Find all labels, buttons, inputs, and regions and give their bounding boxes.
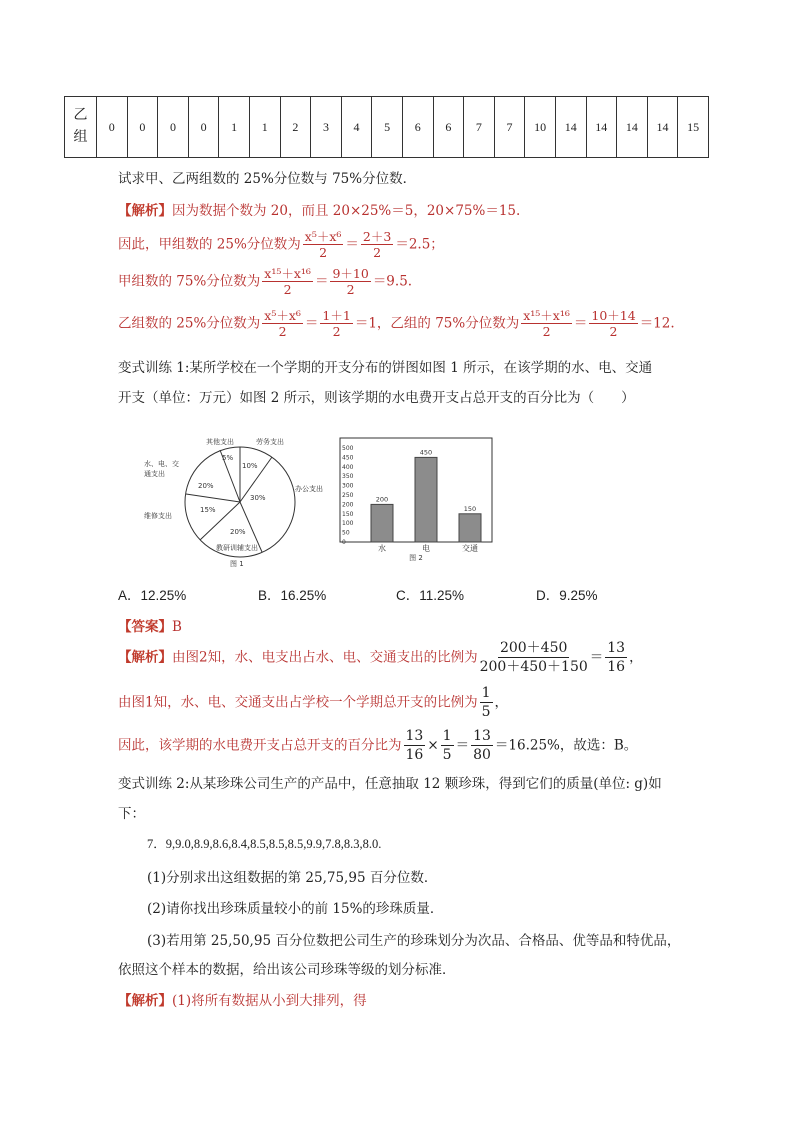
pie-label-utility-1: 水、电、交 (144, 460, 179, 468)
table-cell: 10 (525, 97, 556, 158)
solution-line (118, 685, 508, 721)
table-cell: 5 (372, 97, 403, 158)
denominator: 2 (373, 245, 382, 260)
bar (371, 504, 393, 542)
table-cell: 2 (280, 97, 311, 158)
bar-value-label: 450 (419, 448, 433, 457)
text: 甲组数的 75%分位数为 (118, 273, 261, 290)
sub-question: 依照这个样本的数据，给出该公司珍珠等级的划分标准． (118, 962, 456, 978)
answer-tag: 【答案】 (118, 619, 172, 635)
numerator: 13 (405, 728, 424, 744)
denominator: 2 (609, 324, 618, 339)
pie-caption: 图 1 (230, 560, 244, 568)
numerator: 13 (607, 640, 626, 656)
question-text: 试求甲、乙两组数的 25%分位数与 75%分位数． (118, 171, 417, 187)
numerator: 1 (481, 685, 491, 701)
sub-question: (3)若用第 25,50,95 百分位数把公司生产的珍珠划分为次品、合格品、优等品和特优品， (147, 933, 681, 949)
solution-text: 因为数据个数为 20，而且 20×25%＝5，20×75%＝15. (172, 203, 521, 219)
denominator: 2 (346, 282, 355, 297)
exercise-text: 下： (118, 806, 145, 822)
table-cell: 6 (433, 97, 464, 158)
fraction (521, 309, 572, 339)
table-cell: 0 (188, 97, 219, 158)
denominator: 80 (473, 747, 491, 763)
table-cell: 0 (158, 97, 189, 158)
text: ＝1，乙组的 75%分位数为 (354, 315, 520, 332)
bar (459, 514, 481, 542)
solution-tag: 【解析】 (118, 203, 172, 219)
y-tick-label: 250 (342, 492, 354, 499)
text: ＝16.25%，故选：B。 (494, 737, 638, 754)
fraction (480, 685, 493, 721)
pie-percent: 5% (222, 454, 234, 462)
x-tick-label: 电 (422, 544, 430, 553)
table-cell: 0 (127, 97, 158, 158)
text: ， (494, 694, 509, 711)
table-row (65, 97, 709, 158)
sub-question: (1)分别求出这组数据的第 25,75,95 百分位数． (147, 870, 438, 886)
numerator: x¹⁵＋x¹⁶ (523, 308, 570, 323)
text: 因此，甲组数的 25%分位数为 (118, 236, 301, 253)
denominator: 16 (607, 659, 626, 675)
bar-chart-caption: 图 2 (409, 554, 423, 562)
y-tick-label: 450 (342, 454, 354, 462)
solution-line (118, 989, 367, 1009)
exercise-text: 变式训练 2:从某珍珠公司生产的产品中，任意抽取 12 颗珍珠，得到它们的质量(单位: g)如 (118, 776, 662, 792)
pie-label-maintain: 维修支出 (144, 512, 172, 520)
option-d[interactable]: D．9.25% (536, 588, 598, 603)
text: ＝2.5； (395, 236, 444, 253)
fraction (480, 640, 588, 676)
numerator: 10＋14 (591, 308, 636, 323)
table-cell: 14 (617, 97, 648, 158)
fraction (262, 309, 303, 339)
pie-label-utility-2: 通支出 (144, 470, 165, 478)
denominator: 2 (332, 324, 341, 339)
pie-percent: 15% (200, 506, 216, 514)
pie-label-office: 办公支出 (295, 485, 323, 493)
text: 因此，该学期的水电费开支占总开支的百分比为 (118, 737, 402, 754)
solution-line (118, 728, 637, 764)
solution-line (118, 199, 520, 219)
pie-percent: 20% (198, 482, 214, 490)
table-cell: 7 (494, 97, 525, 158)
fraction (589, 309, 637, 339)
table-cell: 7 (464, 97, 495, 158)
denominator: 5 (481, 704, 491, 720)
table-cell: 1 (219, 97, 250, 158)
pie-label-other: 其他支出 (206, 438, 234, 446)
data-list: 7．9,9.0,8.9,8.6,8.4,8.5,8.5,8.5,9.9,7.8,8.3,8.0. (147, 837, 382, 851)
denominator: 2 (319, 245, 328, 260)
option-c[interactable]: C．11.25% (396, 588, 465, 603)
fraction (605, 640, 627, 676)
row-label: 乙组 (73, 108, 88, 145)
denominator: 5 (442, 747, 452, 763)
fraction (320, 309, 352, 339)
denominator: 2 (278, 324, 287, 339)
text: × (427, 737, 439, 754)
y-tick-label: 350 (342, 473, 354, 481)
numerator: x⁵＋x⁶ (264, 308, 301, 323)
numerator: x⁵＋x⁶ (304, 229, 342, 244)
pie-divider (186, 494, 240, 502)
numerator: 1 (442, 728, 452, 744)
text: ＝ (455, 737, 470, 754)
numerator: 200＋450 (499, 640, 568, 656)
table-cell: 15 (678, 97, 709, 158)
fraction (303, 230, 344, 260)
bar-value-label: 150 (463, 504, 477, 513)
pie-percent: 30% (250, 494, 266, 502)
text: ＝9.5. (372, 273, 413, 290)
pie-chart-figure (140, 432, 320, 572)
bar-value-label: 200 (375, 495, 389, 504)
text: 由图1知，水、电、交通支出占学校一个学期总开支的比例为 (118, 694, 478, 711)
numerator: 1＋1 (322, 308, 351, 323)
option-a[interactable]: A．12.25% (118, 588, 187, 603)
y-tick-label: 150 (342, 510, 354, 518)
solution-tag: 【解析】 (118, 993, 172, 1009)
table-cell: 6 (402, 97, 433, 158)
option-b[interactable]: B．16.25% (258, 588, 327, 603)
bar (415, 457, 437, 542)
sub-question: (2)请你找出珍珠质量较小的前 15%的珍珠质量． (147, 901, 444, 917)
y-tick-label: 400 (342, 463, 354, 471)
x-tick-label: 交通 (462, 544, 478, 553)
table-cell: 14 (647, 97, 678, 158)
numerator: x¹⁵＋x¹⁶ (264, 266, 311, 281)
numerator: 9＋10 (332, 266, 369, 281)
denominator: 2 (542, 324, 551, 339)
text: 乙组数的 25%分位数为 (118, 315, 261, 332)
answer-line (118, 615, 182, 635)
exercise-text: 变式训练 1:某所学校在一个学期的开支分布的饼图如图 1 所示，在该学期的水、电、交通 (118, 360, 653, 376)
table-cell: 1 (249, 97, 280, 158)
y-tick-label: 300 (342, 482, 354, 490)
table-cell: 3 (311, 97, 342, 158)
table-cell: 14 (555, 97, 586, 158)
fraction (262, 267, 313, 297)
solution-text: (1)将所有数据从小到大排列，得 (172, 993, 367, 1009)
y-tick-label: 0 (342, 539, 346, 546)
denominator: 16 (405, 747, 424, 763)
score-table (64, 96, 709, 158)
fraction (441, 728, 454, 764)
solution-line: 乙组数的 25%分位数为 $\frac{\text{x⁵＋x⁶}}{2}$ ＝ $\frac{1+1}{2}$ ＝1，乙组的 75%分位数为 $\frac{\text{x¹⁵＋x¹⁶}}{2}$ ＝ $\frac{10+14}{2}$ ＝12. (118, 308, 675, 339)
solution-tag: 【解析】 (118, 649, 172, 666)
numerator: 13 (473, 728, 491, 744)
text: ， (629, 649, 643, 666)
table-cell: 14 (586, 97, 617, 158)
pie-percent: 20% (230, 528, 246, 536)
denominator: 2 (283, 282, 292, 297)
numerator: 2＋3 (362, 229, 392, 244)
y-tick-label: 50 (342, 529, 350, 537)
text: ＝12. (639, 315, 675, 332)
solution-line (118, 640, 643, 676)
y-tick-label: 100 (342, 520, 354, 528)
table-cell: 4 (341, 97, 372, 158)
table-header-cell (65, 97, 97, 158)
exercise-text: 开支（单位：万元）如图 2 所示，则该学期的水电费开支占总开支的百分比为（ ） (118, 390, 635, 406)
table-cell: 0 (97, 97, 128, 158)
y-tick-label: 500 (342, 445, 354, 452)
pie-percent: 10% (242, 462, 258, 470)
text: 由图2知，水、电支出占水、电、交通支出的比例为 (172, 649, 478, 666)
pie-label-teach: 教研训辅支出 (216, 544, 258, 552)
solution-line: 因此，甲组数的 25%分位数为 $\frac{\text{x⁵＋x⁶}}{2}$ ＝ $\frac{2+3}{2}$ ＝2.5； (118, 229, 444, 260)
fraction (330, 267, 370, 297)
answer-value: B (172, 619, 182, 635)
bar-chart (332, 436, 502, 566)
denominator: 200＋450＋150 (479, 659, 588, 675)
x-tick-label: 水 (378, 544, 386, 553)
fraction (361, 230, 393, 260)
solution-line: 甲组数的 75%分位数为 $\frac{\text{x¹⁵＋x¹⁶}}{2}$ ＝ $\frac{9+10}{2}$ ＝9.5. (118, 266, 413, 297)
fraction (404, 728, 426, 764)
fraction (471, 728, 493, 764)
y-tick-label: 200 (342, 501, 354, 509)
pie-label-labor: 劳务支出 (256, 438, 284, 446)
text: ＝ (589, 649, 604, 666)
